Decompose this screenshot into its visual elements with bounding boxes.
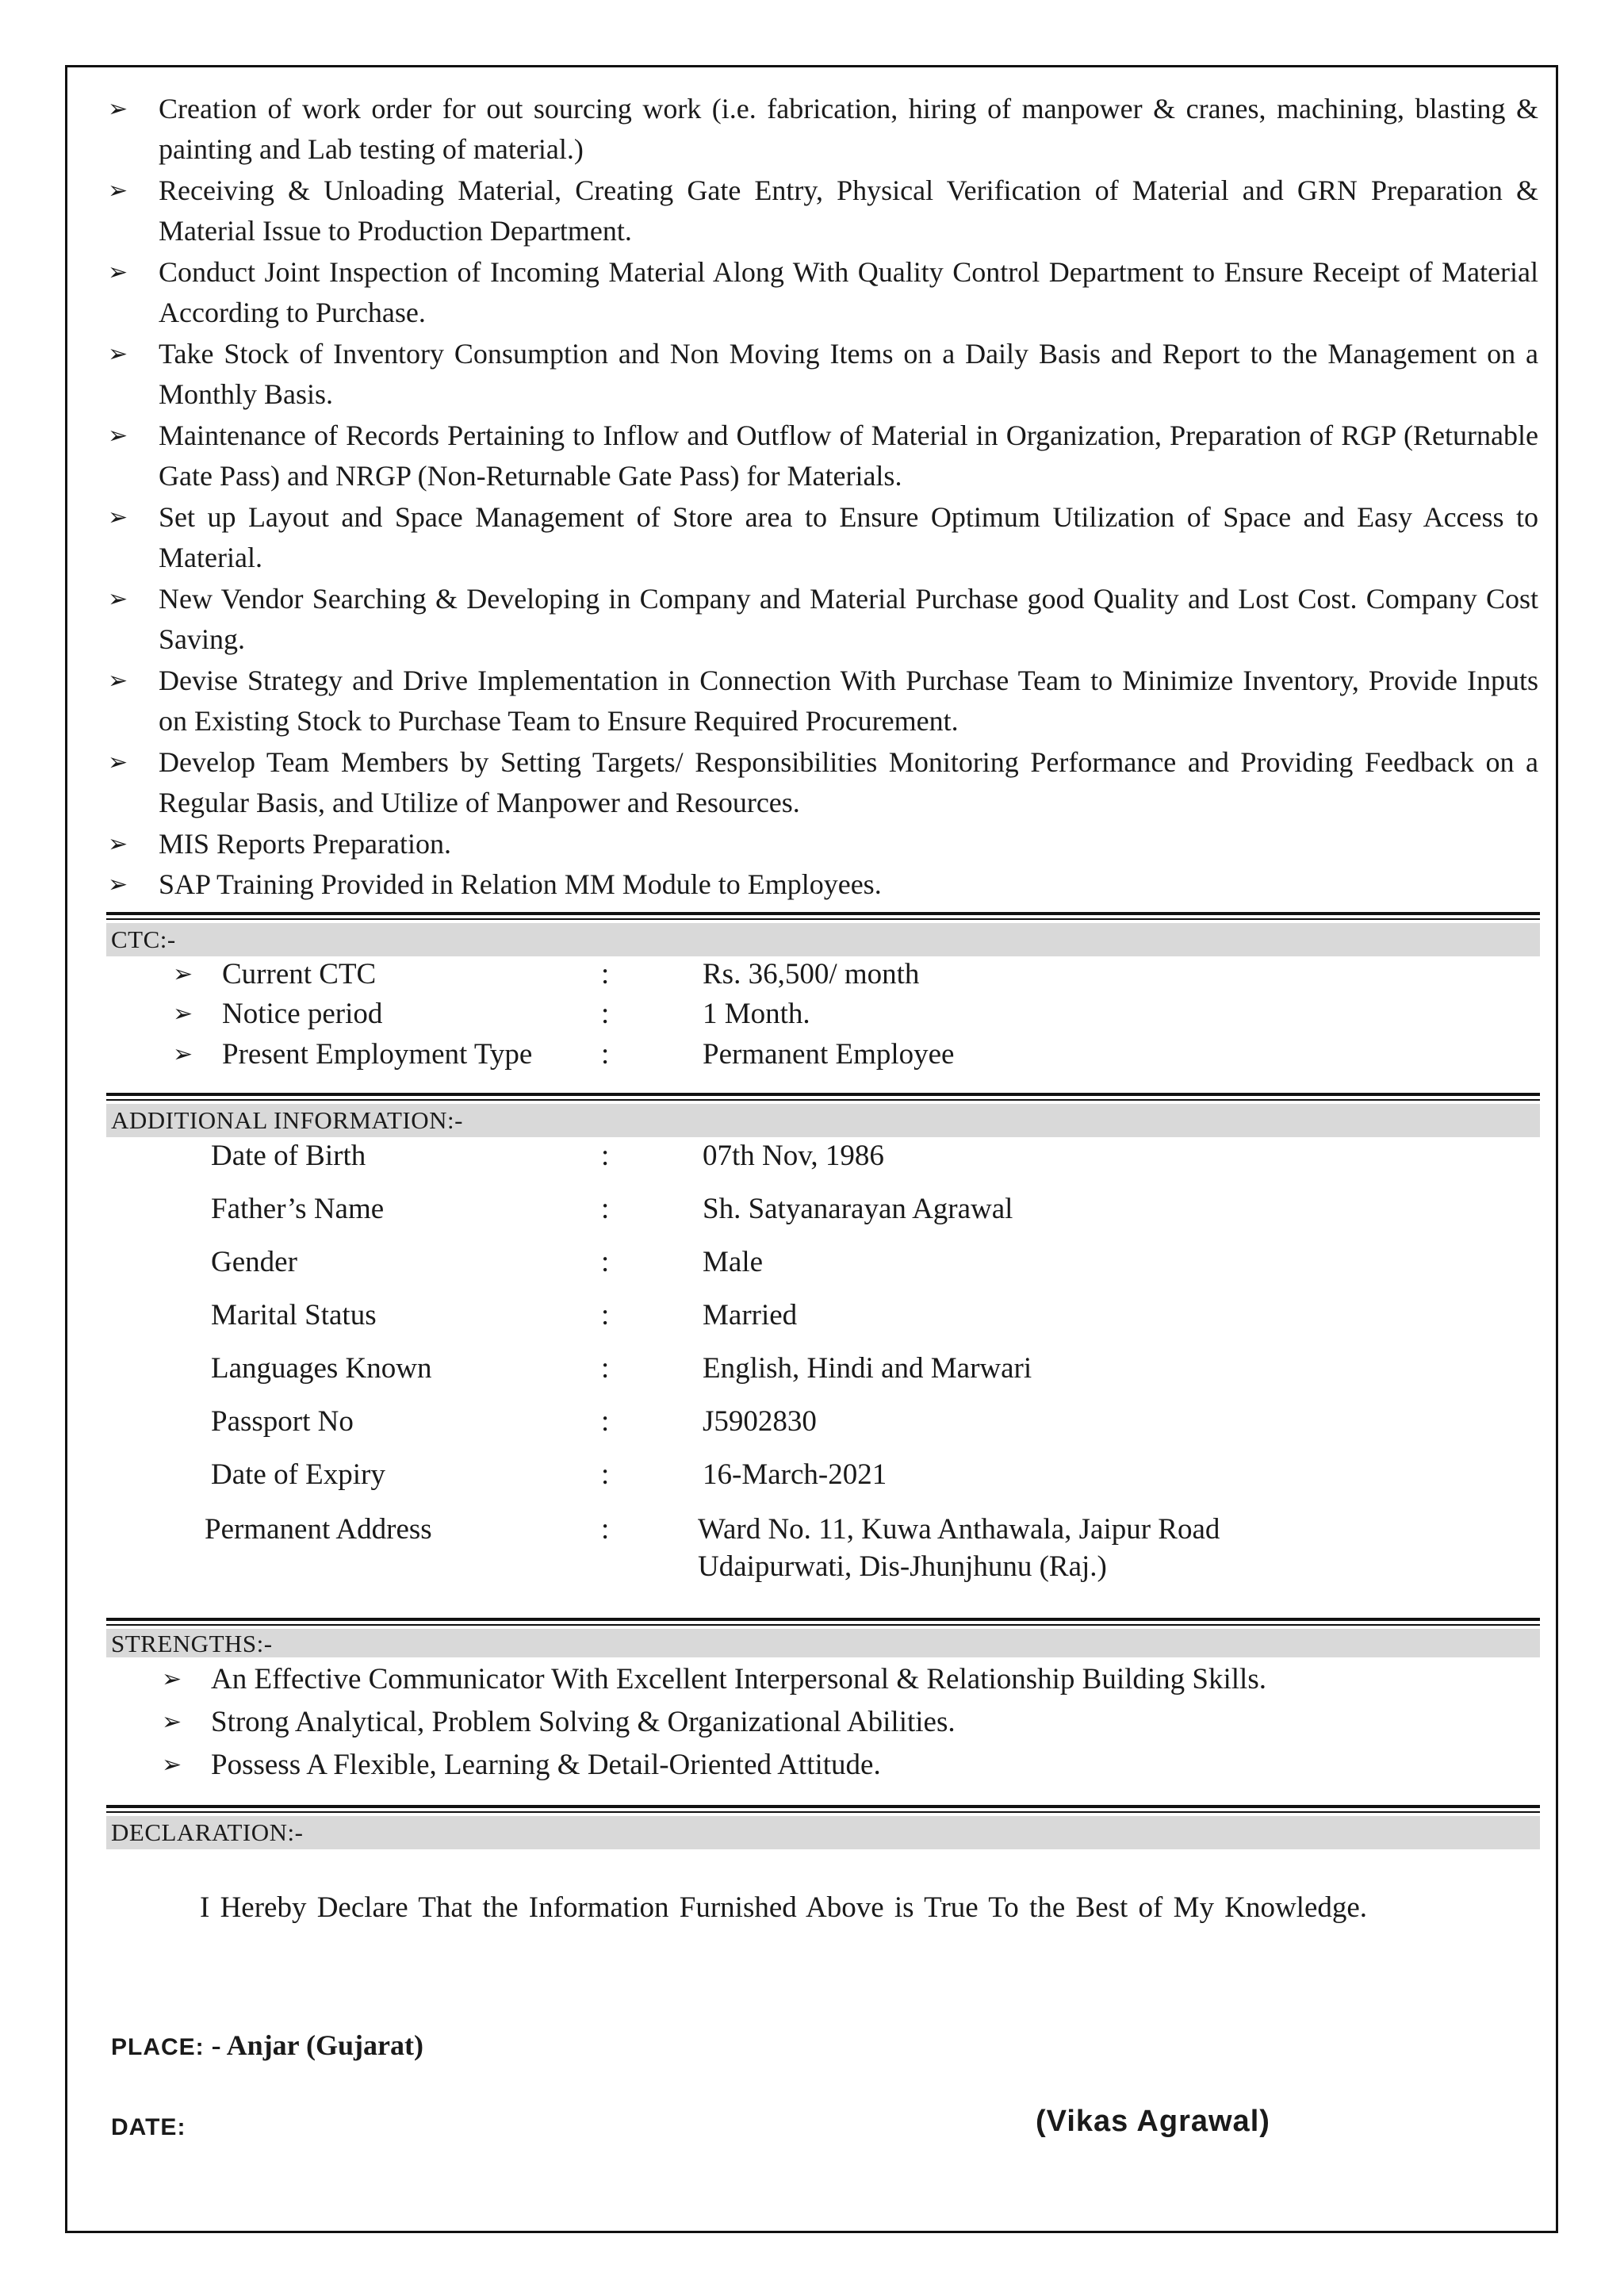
colon: : (601, 998, 610, 1030)
address-line-2: Udaipurwati, Dis-Jhunjhunu (Raj.) (698, 1550, 1107, 1583)
colon: : (601, 1193, 610, 1225)
info-label: Languages Known (211, 1352, 432, 1385)
ctc-value: Rs. 36,500/ month (703, 958, 920, 990)
responsibilities-list (108, 89, 1538, 905)
colon: : (601, 1405, 610, 1438)
colon: : (601, 1038, 610, 1071)
colon: : (601, 958, 610, 990)
ctc-label: Current CTC (222, 958, 377, 990)
colon: : (601, 1458, 610, 1491)
section-divider (106, 918, 1540, 920)
list-item: ➢ SAP Training Provided in Relation MM Module to Employees. (159, 864, 1538, 905)
arrow-bullet-icon: ➢ (108, 422, 128, 450)
info-label: Father’s Name (211, 1193, 385, 1225)
address-line-1: Ward No. 11, Kuwa Anthawala, Jaipur Road (698, 1513, 1220, 1546)
list-item: ➢ Devise Strategy and Drive Implementation in Connection With Purchase Team to Minimize Inventory, Provide Inputs on Existing Stock to Purchase Team to Ensure Required Procurement. (159, 661, 1538, 741)
list-item: ➢ Conduct Joint Inspection of Incoming Material Along With Quality Control Department to Ensure Receipt of Material According to Purchase. (159, 252, 1538, 333)
strength-item: Possess A Flexible, Learning & Detail-Oriented Attitude. (211, 1749, 881, 1781)
ctc-label: Notice period (222, 998, 383, 1030)
arrow-bullet-icon: ➢ (108, 749, 128, 776)
section-divider (106, 1099, 1540, 1101)
list-item: ➢ Receiving & Unloading Material, Creating Gate Entry, Physical Verification of Material and GRN Preparation & Material Issue to Production Department. (159, 170, 1538, 251)
info-value: Male (703, 1246, 764, 1278)
list-item: ➢ New Vendor Searching & Developing in Company and Material Purchase good Quality and Lost Cost. Company Cost Saving. (159, 579, 1538, 660)
arrow-bullet-icon: ➢ (162, 1708, 182, 1736)
list-item: ➢ Set up Layout and Space Management of Store area to Ensure Optimum Utilization of Space and Easy Access to Material. (159, 497, 1538, 578)
ctc-label: Present Employment Type (222, 1038, 533, 1071)
arrow-bullet-icon: ➢ (173, 960, 193, 988)
arrow-bullet-icon: ➢ (162, 1665, 182, 1693)
info-label: Gender (211, 1246, 297, 1278)
info-label: Permanent Address (205, 1513, 432, 1546)
colon: : (601, 1246, 610, 1278)
arrow-bullet-icon: ➢ (173, 1040, 193, 1068)
place-value: - Anjar (Gujarat) (204, 2029, 423, 2061)
arrow-bullet-icon: ➢ (173, 1000, 193, 1028)
declaration-text: I Hereby Declare That the Information Furnished Above is True To the Best of My Knowledge. (200, 1891, 1368, 1924)
section-divider (106, 1811, 1540, 1813)
arrow-bullet-icon: ➢ (108, 95, 128, 123)
arrow-bullet-icon: ➢ (108, 177, 128, 205)
ctc-value: Permanent Employee (703, 1038, 955, 1071)
arrow-bullet-icon: ➢ (108, 585, 128, 613)
section-divider (106, 1093, 1540, 1096)
colon: : (601, 1513, 610, 1546)
strengths-heading: STRENGTHS:- (106, 1629, 1540, 1657)
section-divider (106, 912, 1540, 915)
info-value: Married (703, 1299, 798, 1331)
section-divider (106, 1624, 1540, 1626)
additional-info-heading: ADDITIONAL INFORMATION:- (106, 1104, 1540, 1137)
arrow-bullet-icon: ➢ (108, 259, 128, 286)
list-item: ➢ Creation of work order for out sourcing work (i.e. fabrication, hiring of manpower & cranes, machining, blasting & painting and Lab testing of material.) (159, 89, 1538, 170)
section-divider (106, 1618, 1540, 1621)
info-value: Sh. Satyanarayan Agrawal (703, 1193, 1013, 1225)
arrow-bullet-icon: ➢ (108, 830, 128, 858)
info-label: Date of Birth (211, 1140, 366, 1172)
arrow-bullet-icon: ➢ (108, 504, 128, 531)
list-item: ➢ Take Stock of Inventory Consumption and Non Moving Items on a Daily Basis and Report to the Management on a Monthly Basis. (159, 334, 1538, 415)
section-divider (106, 1805, 1540, 1808)
colon: : (601, 1140, 610, 1172)
info-label: Passport No (211, 1405, 354, 1438)
info-value: 16-March-2021 (703, 1458, 887, 1491)
info-value: 07th Nov, 1986 (703, 1140, 884, 1172)
strength-item: Strong Analytical, Problem Solving & Organizational Abilities. (211, 1706, 956, 1738)
list-item: ➢ MIS Reports Preparation. (159, 824, 1538, 864)
ctc-value: 1 Month. (703, 998, 810, 1030)
strength-item: An Effective Communicator With Excellent Interpersonal & Relationship Building Skills. (211, 1663, 1266, 1695)
info-value: J5902830 (703, 1405, 817, 1438)
list-item: ➢ Develop Team Members by Setting Targets/ Responsibilities Monitoring Performance and Providing Feedback on a Regular Basis, and Utilize of Manpower and Resources. (159, 742, 1538, 823)
arrow-bullet-icon: ➢ (108, 871, 128, 898)
colon: : (601, 1299, 610, 1331)
info-label: Marital Status (211, 1299, 377, 1331)
info-label: Date of Expiry (211, 1458, 385, 1491)
signature-name: (Vikas Agrawal) (1036, 2105, 1270, 2138)
arrow-bullet-icon: ➢ (108, 340, 128, 368)
date-label: DATE: (111, 2114, 186, 2140)
colon: : (601, 1352, 610, 1385)
ctc-heading: CTC:- (106, 923, 1540, 956)
arrow-bullet-icon: ➢ (108, 667, 128, 695)
place-line (111, 2029, 423, 2062)
declaration-heading: DECLARATION:- (106, 1816, 1540, 1849)
info-value: English, Hindi and Marwari (703, 1352, 1032, 1385)
place-label: PLACE: (111, 2034, 205, 2060)
list-item: ➢ Maintenance of Records Pertaining to Inflow and Outflow of Material in Organization, Preparation of RGP (Returnable Gate Pass) and NRGP (Non-Returnable Gate Pass) for Materials. (159, 416, 1538, 496)
arrow-bullet-icon: ➢ (162, 1751, 182, 1779)
